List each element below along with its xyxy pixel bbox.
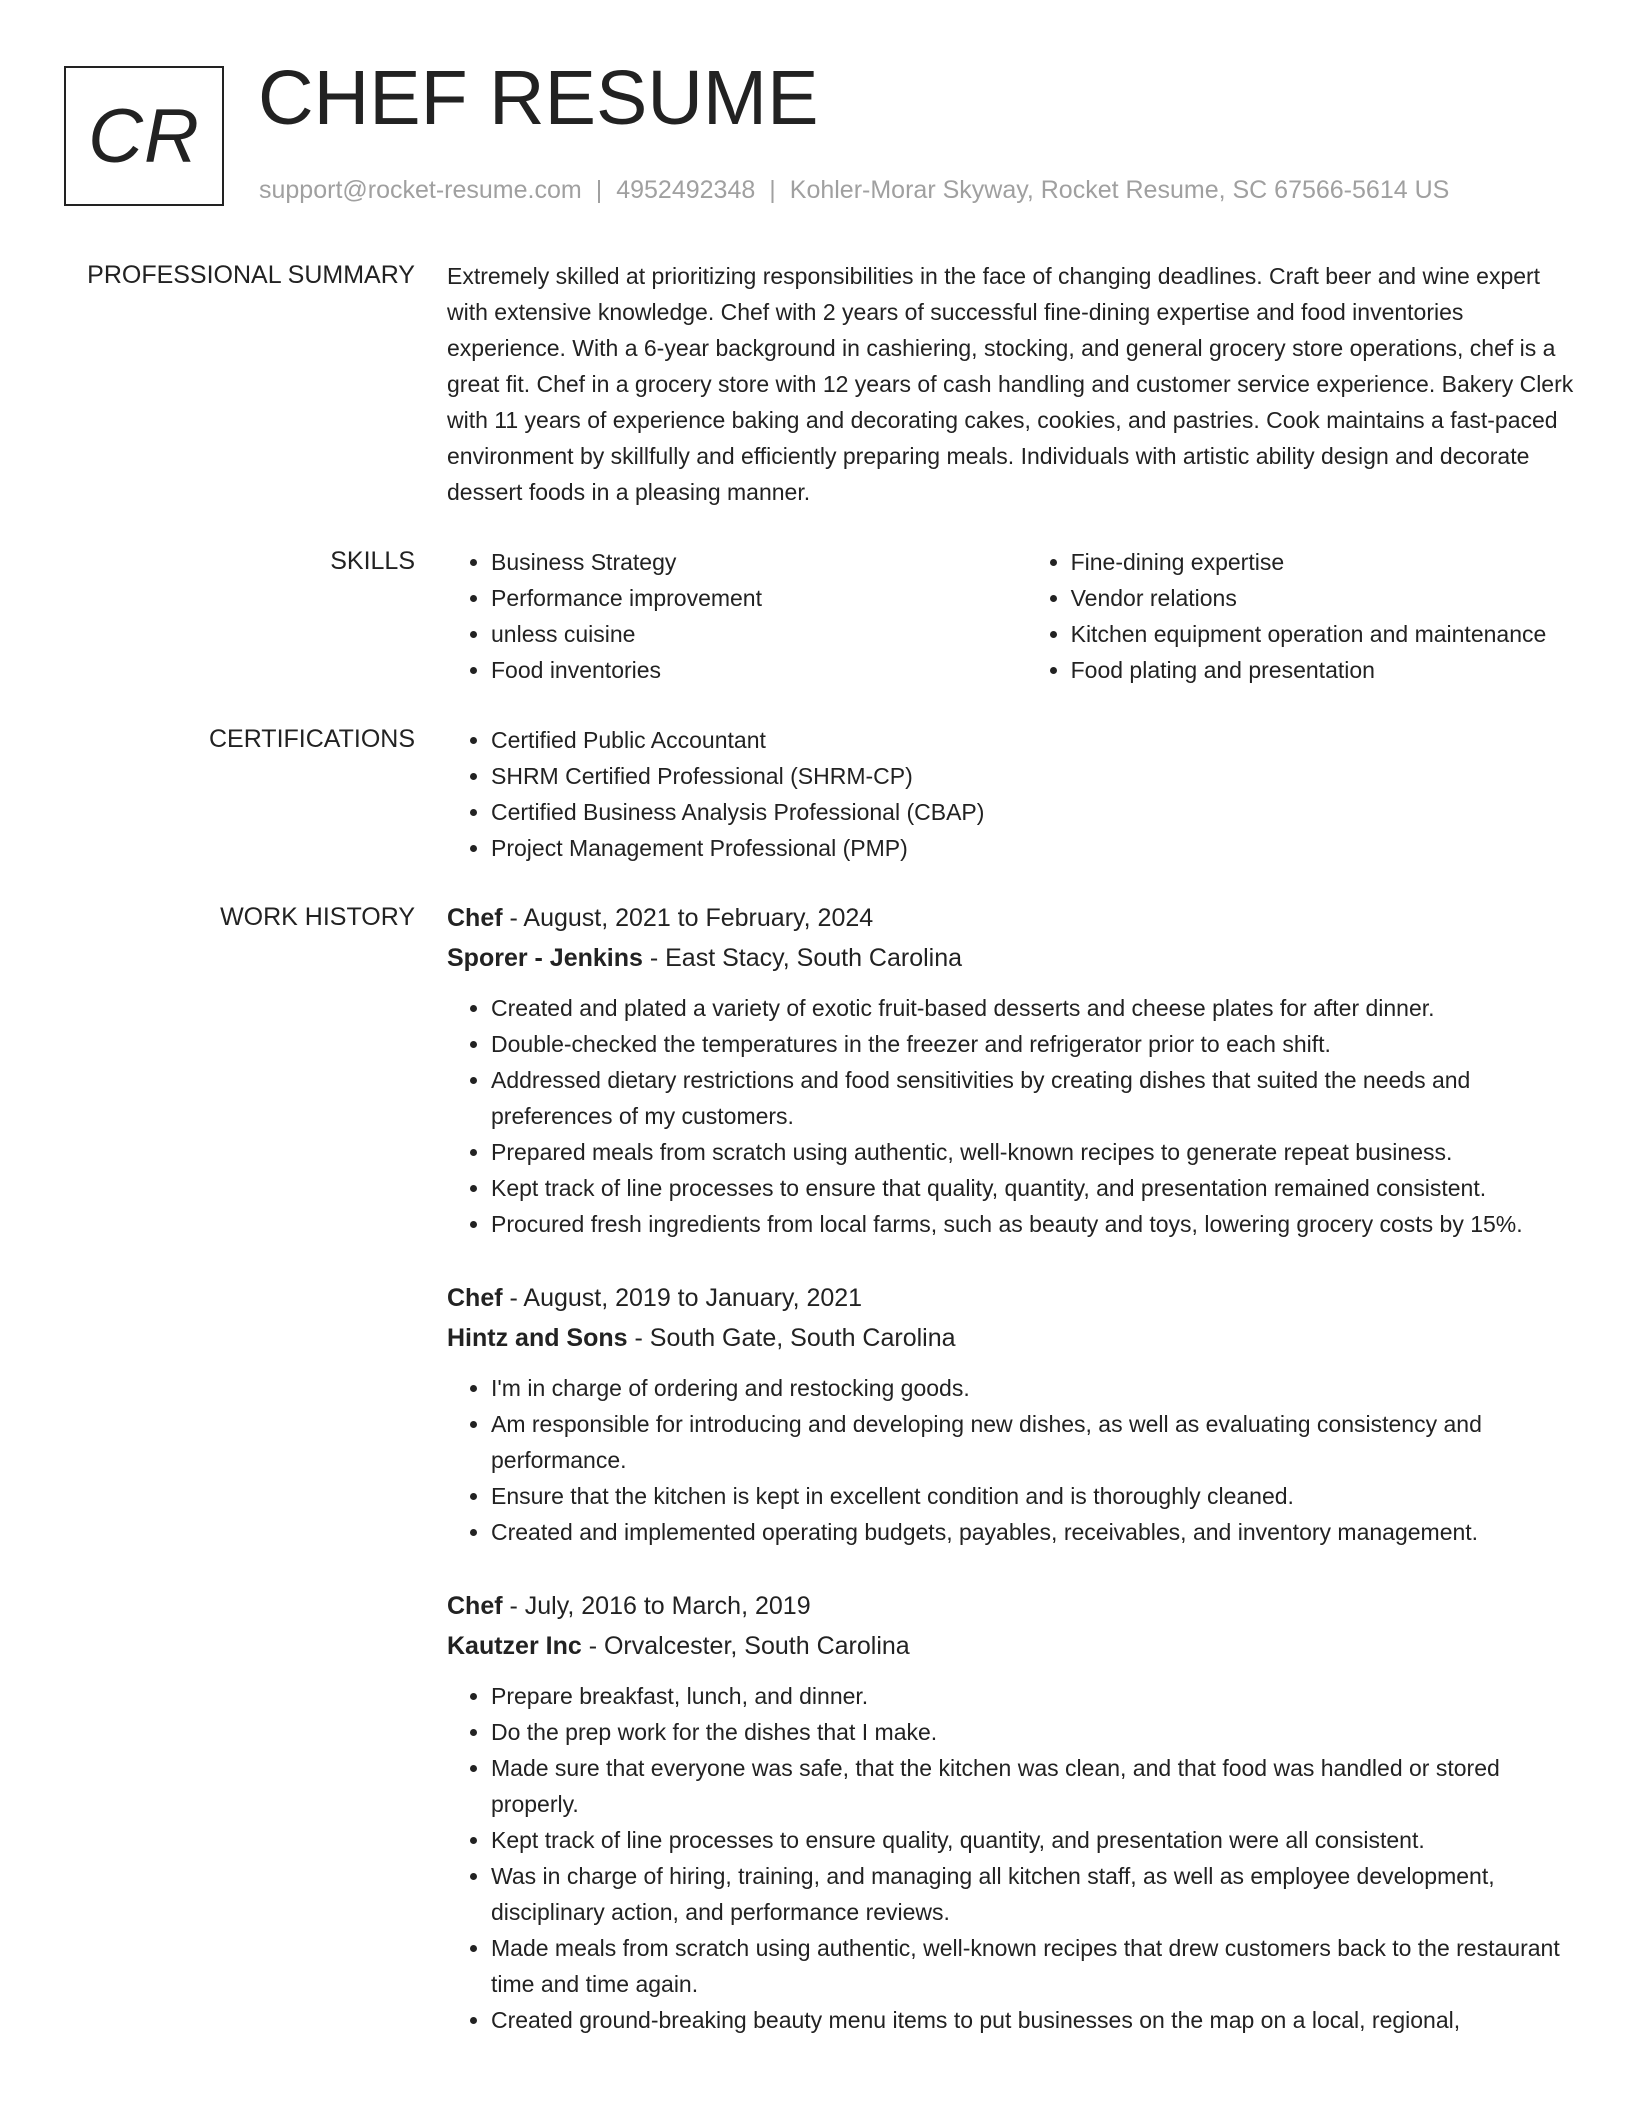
job-duty: • Created and implemented operating budgets, payables, receivables, and inventory management. xyxy=(491,1514,1577,1550)
work-history-body xyxy=(447,900,1577,2076)
contact-separator: | xyxy=(769,176,776,204)
job-duty: • Created ground-breaking beauty menu items to put businesses on the map on a local, regional, xyxy=(491,2002,1577,2038)
job-duty: • Prepared meals from scratch using authentic, well-known recipes to generate repeat business. xyxy=(491,1134,1577,1170)
resume-title: CHEF RESUME xyxy=(258,55,819,141)
skills-list-right xyxy=(1027,544,1577,688)
job-duty: • I'm in charge of ordering and restocking goods. xyxy=(491,1370,1577,1406)
certifications-section xyxy=(0,722,1632,866)
contact-phone: 4952492348 xyxy=(616,176,756,204)
job-duty: • Prepare breakfast, lunch, and dinner. xyxy=(491,1678,1577,1714)
skill-item: • Performance improvement xyxy=(491,580,1027,616)
skill-item: • unless cuisine xyxy=(491,616,1027,652)
job-duty: • Addressed dietary restrictions and food sensitivities by creating dishes that suited the needs and preferences of my customers. xyxy=(491,1062,1577,1134)
job-duty: • Ensure that the kitchen is kept in excellent condition and is thoroughly cleaned. xyxy=(491,1478,1577,1514)
job-duty: • Do the prep work for the dishes that I make. xyxy=(491,1714,1577,1750)
section-label-summary: PROFESSIONAL SUMMARY xyxy=(87,261,415,289)
contact-email: support@rocket-resume.com xyxy=(259,176,582,204)
job-duties-list xyxy=(447,1370,1577,1550)
skill-item: • Vendor relations xyxy=(1071,580,1577,616)
job-location: - Orvalcester, South Carolina xyxy=(581,1632,910,1660)
section-label-skills: SKILLS xyxy=(330,547,415,575)
skill-item: • Business Strategy xyxy=(491,544,1027,580)
section-label-work-history: WORK HISTORY xyxy=(220,903,415,931)
job-entry xyxy=(447,1588,1577,2038)
job-company-line xyxy=(447,940,1577,976)
job-dates: - August, 2021 to February, 2024 xyxy=(502,904,874,932)
certifications-list xyxy=(447,722,1577,866)
job-company: Hintz and Sons xyxy=(447,1324,628,1352)
contact-separator: | xyxy=(595,176,603,204)
job-title: Chef xyxy=(447,1592,503,1620)
job-entry xyxy=(447,900,1577,1242)
job-title-line xyxy=(447,900,1577,936)
job-company-line xyxy=(447,1628,1577,1664)
job-duty: • Am responsible for introducing and developing new dishes, as well as evaluating consistency and performance. xyxy=(491,1406,1577,1478)
job-duty: • Created and plated a variety of exotic fruit-based desserts and cheese plates for after dinner. xyxy=(491,990,1577,1026)
skills-list-left xyxy=(447,544,1027,688)
job-duty: • Made meals from scratch using authentic, well-known recipes that drew customers back to the restaurant time and time again. xyxy=(491,1930,1577,2002)
contact-address: Kohler-Morar Skyway, Rocket Resume, SC 67566-5614 US xyxy=(789,176,1450,204)
job-company: Sporer - Jenkins xyxy=(447,944,643,972)
job-company: Kautzer Inc xyxy=(447,1632,582,1660)
job-duty: • Procured fresh ingredients from local farms, such as beauty and toys, lowering grocery costs by 15%. xyxy=(491,1206,1577,1242)
skills-grid xyxy=(447,544,1577,688)
job-duties-list xyxy=(447,990,1577,1242)
job-dates: - August, 2019 to January, 2021 xyxy=(502,1284,863,1312)
skill-item: • Kitchen equipment operation and maintenance xyxy=(1071,616,1577,652)
certification-item: • Certified Public Accountant xyxy=(491,722,1577,758)
job-title: Chef xyxy=(447,1284,503,1312)
job-duty: • Was in charge of hiring, training, and managing all kitchen staff, as well as employee development, disciplinary action, and performance reviews. xyxy=(491,1858,1577,1930)
summary-body xyxy=(447,258,1577,510)
section-label-certifications: CERTIFICATIONS xyxy=(208,725,415,753)
job-title-line xyxy=(447,1280,1577,1316)
certifications-body xyxy=(447,722,1577,866)
job-dates: - July, 2016 to March, 2019 xyxy=(502,1592,811,1620)
skills-section xyxy=(0,544,1632,688)
job-location: - East Stacy, South Carolina xyxy=(642,944,963,972)
job-title: Chef xyxy=(447,904,503,932)
job-title-line xyxy=(447,1588,1577,1624)
summary-section xyxy=(0,258,1632,510)
job-duty: • Kept track of line processes to ensure quality, quantity, and presentation were all consistent. xyxy=(491,1822,1577,1858)
skill-item: • Food plating and presentation xyxy=(1071,652,1577,688)
certification-item: • SHRM Certified Professional (SHRM-CP) xyxy=(491,758,1577,794)
job-company-line xyxy=(447,1320,1577,1356)
job-duty: • Made sure that everyone was safe, that the kitchen was clean, and that food was handled or stored properly. xyxy=(491,1750,1577,1822)
summary-text: Extremely skilled at prioritizing responsibilities in the face of changing deadlines. Craft beer and wine expert with extensive knowledge. Chef with 2 years of successful fine-dining expertise and food inventories experience. With a 6-year background in cashiering, stocking, and general grocery store operations, chef is a great fit. Chef in a grocery store with 12 years of cash handling and customer service experience. Bakery Clerk with 11 years of experience baking and decorating cakes, cookies, and pastries. Cook maintains a fast-paced environment by skillfully and efficiently preparing meals. Individuals with artistic ability design and decorate dessert foods in a pleasing manner. xyxy=(447,263,1574,505)
skill-item: • Fine-dining expertise xyxy=(1071,544,1577,580)
job-duties-list xyxy=(447,1678,1577,2038)
skills-body xyxy=(447,544,1577,688)
job-location: - South Gate, South Carolina xyxy=(627,1324,956,1352)
job-duty: • Kept track of line processes to ensure that quality, quantity, and presentation remained consistent. xyxy=(491,1170,1577,1206)
resume-content xyxy=(0,258,1632,2110)
skill-item: • Food inventories xyxy=(491,652,1027,688)
certification-item: • Certified Business Analysis Professional (CBAP) xyxy=(491,794,1577,830)
job-entry xyxy=(447,1280,1577,1550)
monogram-badge: CR xyxy=(64,66,224,206)
work-history-section xyxy=(0,900,1632,2076)
contact-line xyxy=(259,176,1449,205)
certification-item: • Project Management Professional (PMP) xyxy=(491,830,1577,866)
job-duty: • Double-checked the temperatures in the freezer and refrigerator prior to each shift. xyxy=(491,1026,1577,1062)
